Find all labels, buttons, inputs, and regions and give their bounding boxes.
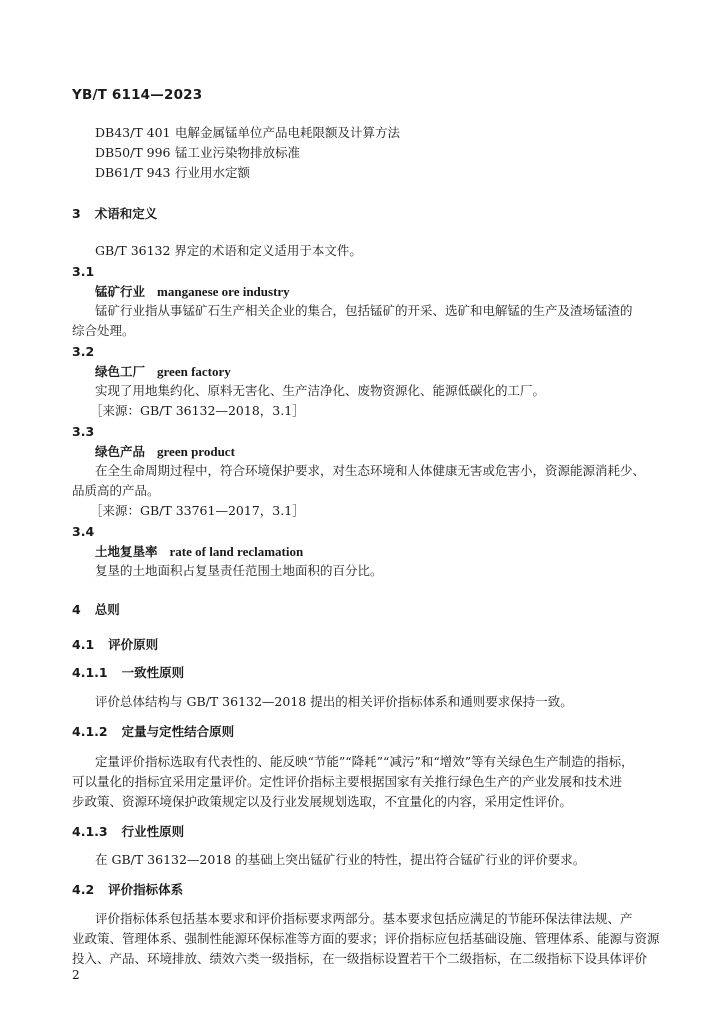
reference-line xyxy=(95,165,250,181)
page-number: 2 xyxy=(72,968,80,982)
section-number: 4 xyxy=(72,602,81,617)
paragraph-line: 投入、产品、环境排放、绩效六类一级指标，在一级指标设置若干个二级指标，在二级指标下设具体评价 xyxy=(72,951,648,966)
term-cn: 土地复垦率 xyxy=(95,544,158,559)
subsection-4-1-heading xyxy=(72,637,158,653)
term-number: 3.3 xyxy=(72,424,95,439)
paragraph-line: 定量评价指标选取有代表性的、能反映“节能”“降耗”“减污”和“增效”等有关绿色生产制造的指标， xyxy=(95,754,634,769)
reference-code: DB61/T 943 xyxy=(95,165,171,180)
term-definition-line: 锰矿行业指从事锰矿石生产相关企业的集合，包括锰矿的开采、选矿和电解锰的生产及渣场锰渣的 xyxy=(95,303,633,318)
subsection-4-1-2-heading xyxy=(72,724,234,740)
term-en: green factory xyxy=(157,364,231,379)
term-heading xyxy=(95,544,303,560)
subsection-4-2-heading xyxy=(72,882,183,898)
section-number: 4.1.3 xyxy=(72,824,108,839)
section-number: 4.2 xyxy=(72,882,95,897)
term-definition-line: 实现了用地集约化、原料无害化、生产洁净化、废物资源化、能源低碳化的工厂。 xyxy=(95,383,546,398)
term-cn: 锰矿行业 xyxy=(95,284,146,299)
section-number: 4.1 xyxy=(72,637,95,652)
reference-title: 电解金属锰单位产品电耗限额及计算方法 xyxy=(175,125,401,140)
term-en: rate of land reclamation xyxy=(169,544,304,559)
term-definition-line: 综合处理。 xyxy=(72,323,135,338)
section-title: 行业性原则 xyxy=(121,824,185,839)
section-title: 定量与定性结合原则 xyxy=(121,724,235,739)
term-cn: 绿色工厂 xyxy=(95,364,146,379)
paragraph-line: 评价总体结构与 GB/T 36132—2018 提出的相关评价指标体系和通则要求保持一致。 xyxy=(95,694,573,709)
term-source: ［来源：GB/T 36132—2018，3.1］ xyxy=(90,403,305,418)
section-title: 总则 xyxy=(94,602,120,617)
term-heading xyxy=(95,364,231,380)
term-definition-line: 复垦的土地面积占复垦责任范围土地面积的百分比。 xyxy=(95,563,383,578)
section-title: 评价原则 xyxy=(108,637,159,652)
section-3-intro: GB/T 36132 界定的术语和定义适用于本文件。 xyxy=(95,243,362,258)
subsection-4-1-1-heading xyxy=(72,665,184,681)
paragraph-line: 评价指标体系包括基本要求和评价指标要求两部分。基本要求包括应满足的节能环保法律法规、产 xyxy=(95,911,633,926)
term-number: 3.1 xyxy=(72,264,95,279)
section-title: 术语和定义 xyxy=(94,206,158,221)
term-number: 3.4 xyxy=(72,524,95,539)
paragraph-line: 可以量化的指标宜采用定量评价。定性评价指标主要根据国家有关推行绿色生产的产业发展和技术进 xyxy=(72,774,623,789)
reference-line xyxy=(95,125,400,141)
paragraph-line: 在 GB/T 36132—2018 的基础上突出锰矿行业的特性，提出符合锰矿行业的评价要求。 xyxy=(95,852,586,867)
section-4-heading xyxy=(72,602,120,618)
term-definition-line: 品质高的产品。 xyxy=(72,483,160,498)
term-en: manganese ore industry xyxy=(157,284,290,299)
reference-code: DB43/T 401 xyxy=(95,125,171,140)
term-number: 3.2 xyxy=(72,344,95,359)
section-number: 4.1.1 xyxy=(72,665,108,680)
reference-code: DB50/T 996 xyxy=(95,145,171,160)
standard-code-header: YB/T 6114—2023 xyxy=(72,87,203,103)
term-definition-line: 在全生命周期过程中，符合环境保护要求，对生态环境和人体健康无害或危害小，资源能源消耗少、 xyxy=(95,463,646,478)
term-en: green product xyxy=(157,444,235,459)
subsection-4-1-3-heading xyxy=(72,824,184,840)
reference-line xyxy=(95,145,300,161)
reference-title: 锰工业污染物排放标准 xyxy=(175,145,301,160)
reference-title: 行业用水定额 xyxy=(175,165,251,180)
term-heading xyxy=(95,444,235,460)
term-source: ［来源：GB/T 33761—2017，3.1］ xyxy=(90,503,305,518)
paragraph-line: 业政策、管理体系、强制性能源环保标准等方面的要求；评价指标应包括基础设施、管理体系、能源与资源 xyxy=(72,931,660,946)
paragraph-line: 步政策、资源环境保护政策规定以及行业发展规划选取，不宜量化的内容，采用定性评价。 xyxy=(72,794,573,809)
term-cn: 绿色产品 xyxy=(95,444,146,459)
section-number: 3 xyxy=(72,206,81,221)
section-3-heading xyxy=(72,206,157,222)
term-heading xyxy=(95,284,290,300)
section-title: 评价指标体系 xyxy=(108,882,184,897)
section-title: 一致性原则 xyxy=(121,665,185,680)
section-number: 4.1.2 xyxy=(72,724,108,739)
